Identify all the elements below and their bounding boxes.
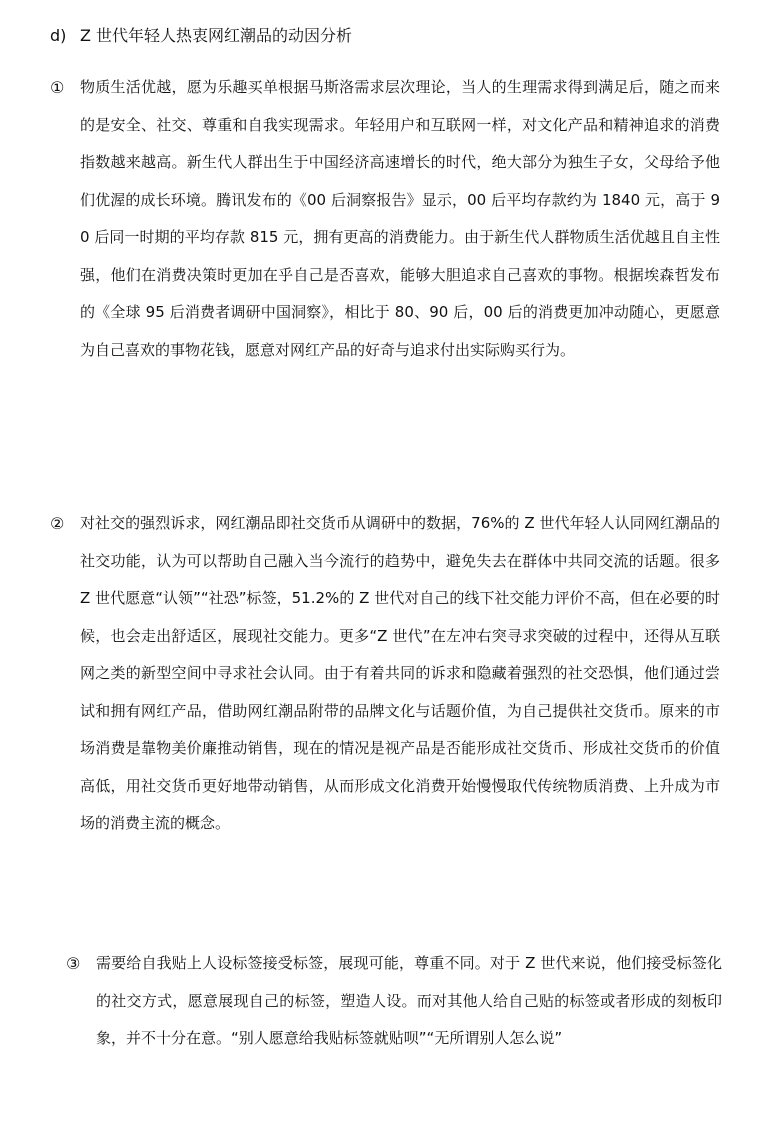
item-number: ① xyxy=(50,78,65,97)
item-paragraph: 对社交的强烈诉求，网红潮品即社交货币从调研中的数据，76%的 Z 世代年轻人认同网红潮品的社交功能，认为可以帮助自己融入当今流行的趋势中，避免失去在群体中共同交流的话题。很多 Z 世代愿意“认领”“社恐”标签，51.2%的 Z 世代对自己的线下社交能力评价不高，但在必要的时候，也会走出舒适区，展现社交能力。更多“Z 世代”在左冲右突寻求突破的过程中，还得从互联网之类的新型空间中寻求社会认同。由于有着共同的诉求和隐藏着强烈的社交恐惧，他们通过尝试和拥有网红产品，借助网红潮品附带的品牌文化与话题价值，为自己提供社交货币。原来的市场消费是靠物美价廉推动销售，现在的情况是视产品是否能形成社交货币、形成社交货币的价值高低，用社交货币更好地带动销售，从而形成文化消费开始慢慢取代传统物质消费、上升成为市场的消费主流的概念。 xyxy=(80,514,720,832)
section-title: Z 世代年轻人热衷网红潮品的动因分析 xyxy=(80,26,353,45)
section-heading xyxy=(50,22,352,50)
item-paragraph: 物质生活优越，愿为乐趣买单根据马斯洛需求层次理论，当人的生理需求得到满足后，随之而来的是安全、社交、尊重和自我实现需求。年轻用户和互联网一样，对文化产品和精神追求的消费指数越来越高。新生代人群出生于中国经济高速增长的时代，绝大部分为独生子女，父母给予他们优渥的成长环境。腾讯发布的《00 后洞察报告》显示，00 后平均存款约为 1840 元，高于 90 后同一时期的平均存款 815 元，拥有更高的消费能力。由于新生代人群物质生活优越且自主性强，他们在消费决策时更加在乎自己是否喜欢，能够大胆追求自己喜欢的事物。根据埃森哲发布的《全球 95 后消费者调研中国洞察》，相比于 80、90 后，00 后的消费更加冲动随心，更愿意为自己喜欢的事物花钱，愿意对网红产品的好奇与追求付出实际购买行为。 xyxy=(80,78,720,359)
item-paragraph: 需要给自我贴上人设标签接受标签，展现可能，尊重不同。对于 Z 世代来说，他们接受标签化的社交方式，愿意展现自己的标签，塑造人设。而对其他人给自己贴的标签或者形成的刻板印象，并不十分在意。“别人愿意给我贴标签就贴呗”“无所谓别人怎么说” xyxy=(96,954,722,1047)
item-number: ③ xyxy=(66,954,81,973)
section-marker: d) xyxy=(50,26,67,45)
item-number: ② xyxy=(50,514,65,533)
